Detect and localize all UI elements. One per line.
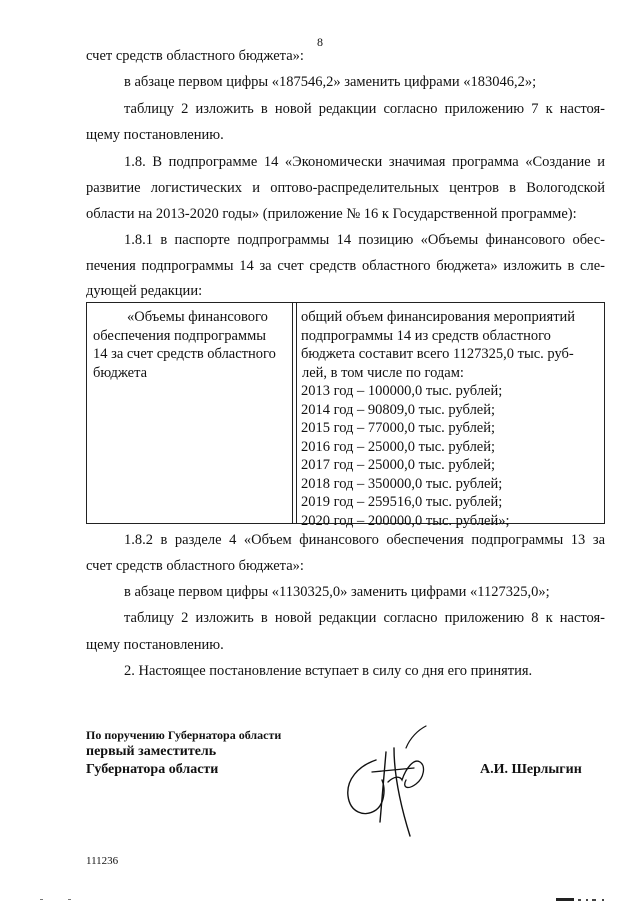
table-cell-line: «Объемы финансового xyxy=(127,309,268,325)
text-line: щему постановлению. xyxy=(86,637,224,653)
table-cell-line: 2020 год – 200000,0 тыс. рублей»; xyxy=(301,512,510,529)
table-cell-line: 2017 год – 25000,0 тыс. рублей; xyxy=(301,457,496,473)
table-cell-line: обеспечения подпрограммы xyxy=(93,327,267,344)
financing-table xyxy=(86,302,605,529)
document-code: 111236 xyxy=(86,855,119,867)
table-cell-line: 2018 год – 350000,0 тыс. рублей; xyxy=(301,475,503,492)
table-cell-line: 2019 год – 259516,0 тыс. рублей; xyxy=(301,494,503,510)
signatory-position: Губернатора области xyxy=(86,762,219,777)
text-line: печения подпрограммы 14 за счет средств областного бюджета» изложить в сле- xyxy=(86,258,605,274)
text-line: 1.8.2 в разделе 4 «Объем финансового обеспечения подпрограммы 13 за xyxy=(124,532,605,548)
table-cell-line: 2014 год – 90809,0 тыс. рублей; xyxy=(301,401,496,418)
table-cell-line: 2016 год – 25000,0 тыс. рублей; xyxy=(301,438,496,455)
text-line: в абзаце первом цифры «1130325,0» заменить цифрами «1127325,0»; xyxy=(124,584,550,600)
text-line: области на 2013-2020 годы» (приложение № 16 к Государственной программе): xyxy=(86,206,577,222)
text-line: таблицу 2 изложить в новой редакции согласно приложению 7 к настоя- xyxy=(124,101,605,117)
table-cell-line: бюджета составит всего 1127325,0 тыс. руб- xyxy=(301,346,574,362)
text-line: счет средств областного бюджета»: xyxy=(86,48,304,64)
table-cell-line: 14 за счет средств областного xyxy=(93,346,276,362)
text-line: 1.8.1 в паспорте подпрограммы 14 позицию «Объемы финансового обес- xyxy=(124,232,605,248)
table-cell-line: общий объем финансирования мероприятий xyxy=(301,309,576,325)
text-line: 2. Настоящее постановление вступает в силу со дня его принятия. xyxy=(124,663,533,679)
text-line: в абзаце первом цифры «187546,2» заменить цифрами «183046,2»; xyxy=(124,74,537,90)
text-line: таблицу 2 изложить в новой редакции согласно приложению 8 к настоя- xyxy=(124,610,605,626)
table-cell-line: 2013 год – 100000,0 тыс. рублей; xyxy=(301,383,503,399)
handwritten-signature xyxy=(336,718,446,840)
text-line: 1.8. В подпрограмме 14 «Экономически значимая программа «Создание и xyxy=(124,154,605,170)
table-divider xyxy=(292,303,293,523)
page-number: 8 xyxy=(317,35,323,49)
scan-mark xyxy=(68,899,71,900)
scan-mark xyxy=(40,899,43,900)
text-line: счет средств областного бюджета»: xyxy=(86,558,304,574)
signatory-position: первый заместитель xyxy=(86,744,217,759)
text-line: щему постановлению. xyxy=(86,127,224,143)
table-divider xyxy=(296,303,297,523)
text-line: дующей редакции: xyxy=(86,283,203,299)
table-cell-line: подпрограммы 14 из средств областного xyxy=(301,327,551,344)
signatory-name: А.И. Шерлыгин xyxy=(480,762,582,777)
table-cell-line: бюджета xyxy=(93,364,148,381)
table-cell-label xyxy=(93,308,289,382)
text-line: развитие логистических и оптово-распределительных центров в Вологодской xyxy=(86,180,605,196)
table-cell-value xyxy=(301,308,599,530)
table-cell-line: лей, в том числе по годам: xyxy=(302,364,464,381)
table-cell-line: 2015 год – 77000,0 тыс. рублей; xyxy=(301,420,496,436)
signature-authority-line: По поручению Губернатора области xyxy=(86,728,282,742)
scan-barcode-fragment xyxy=(556,898,616,902)
